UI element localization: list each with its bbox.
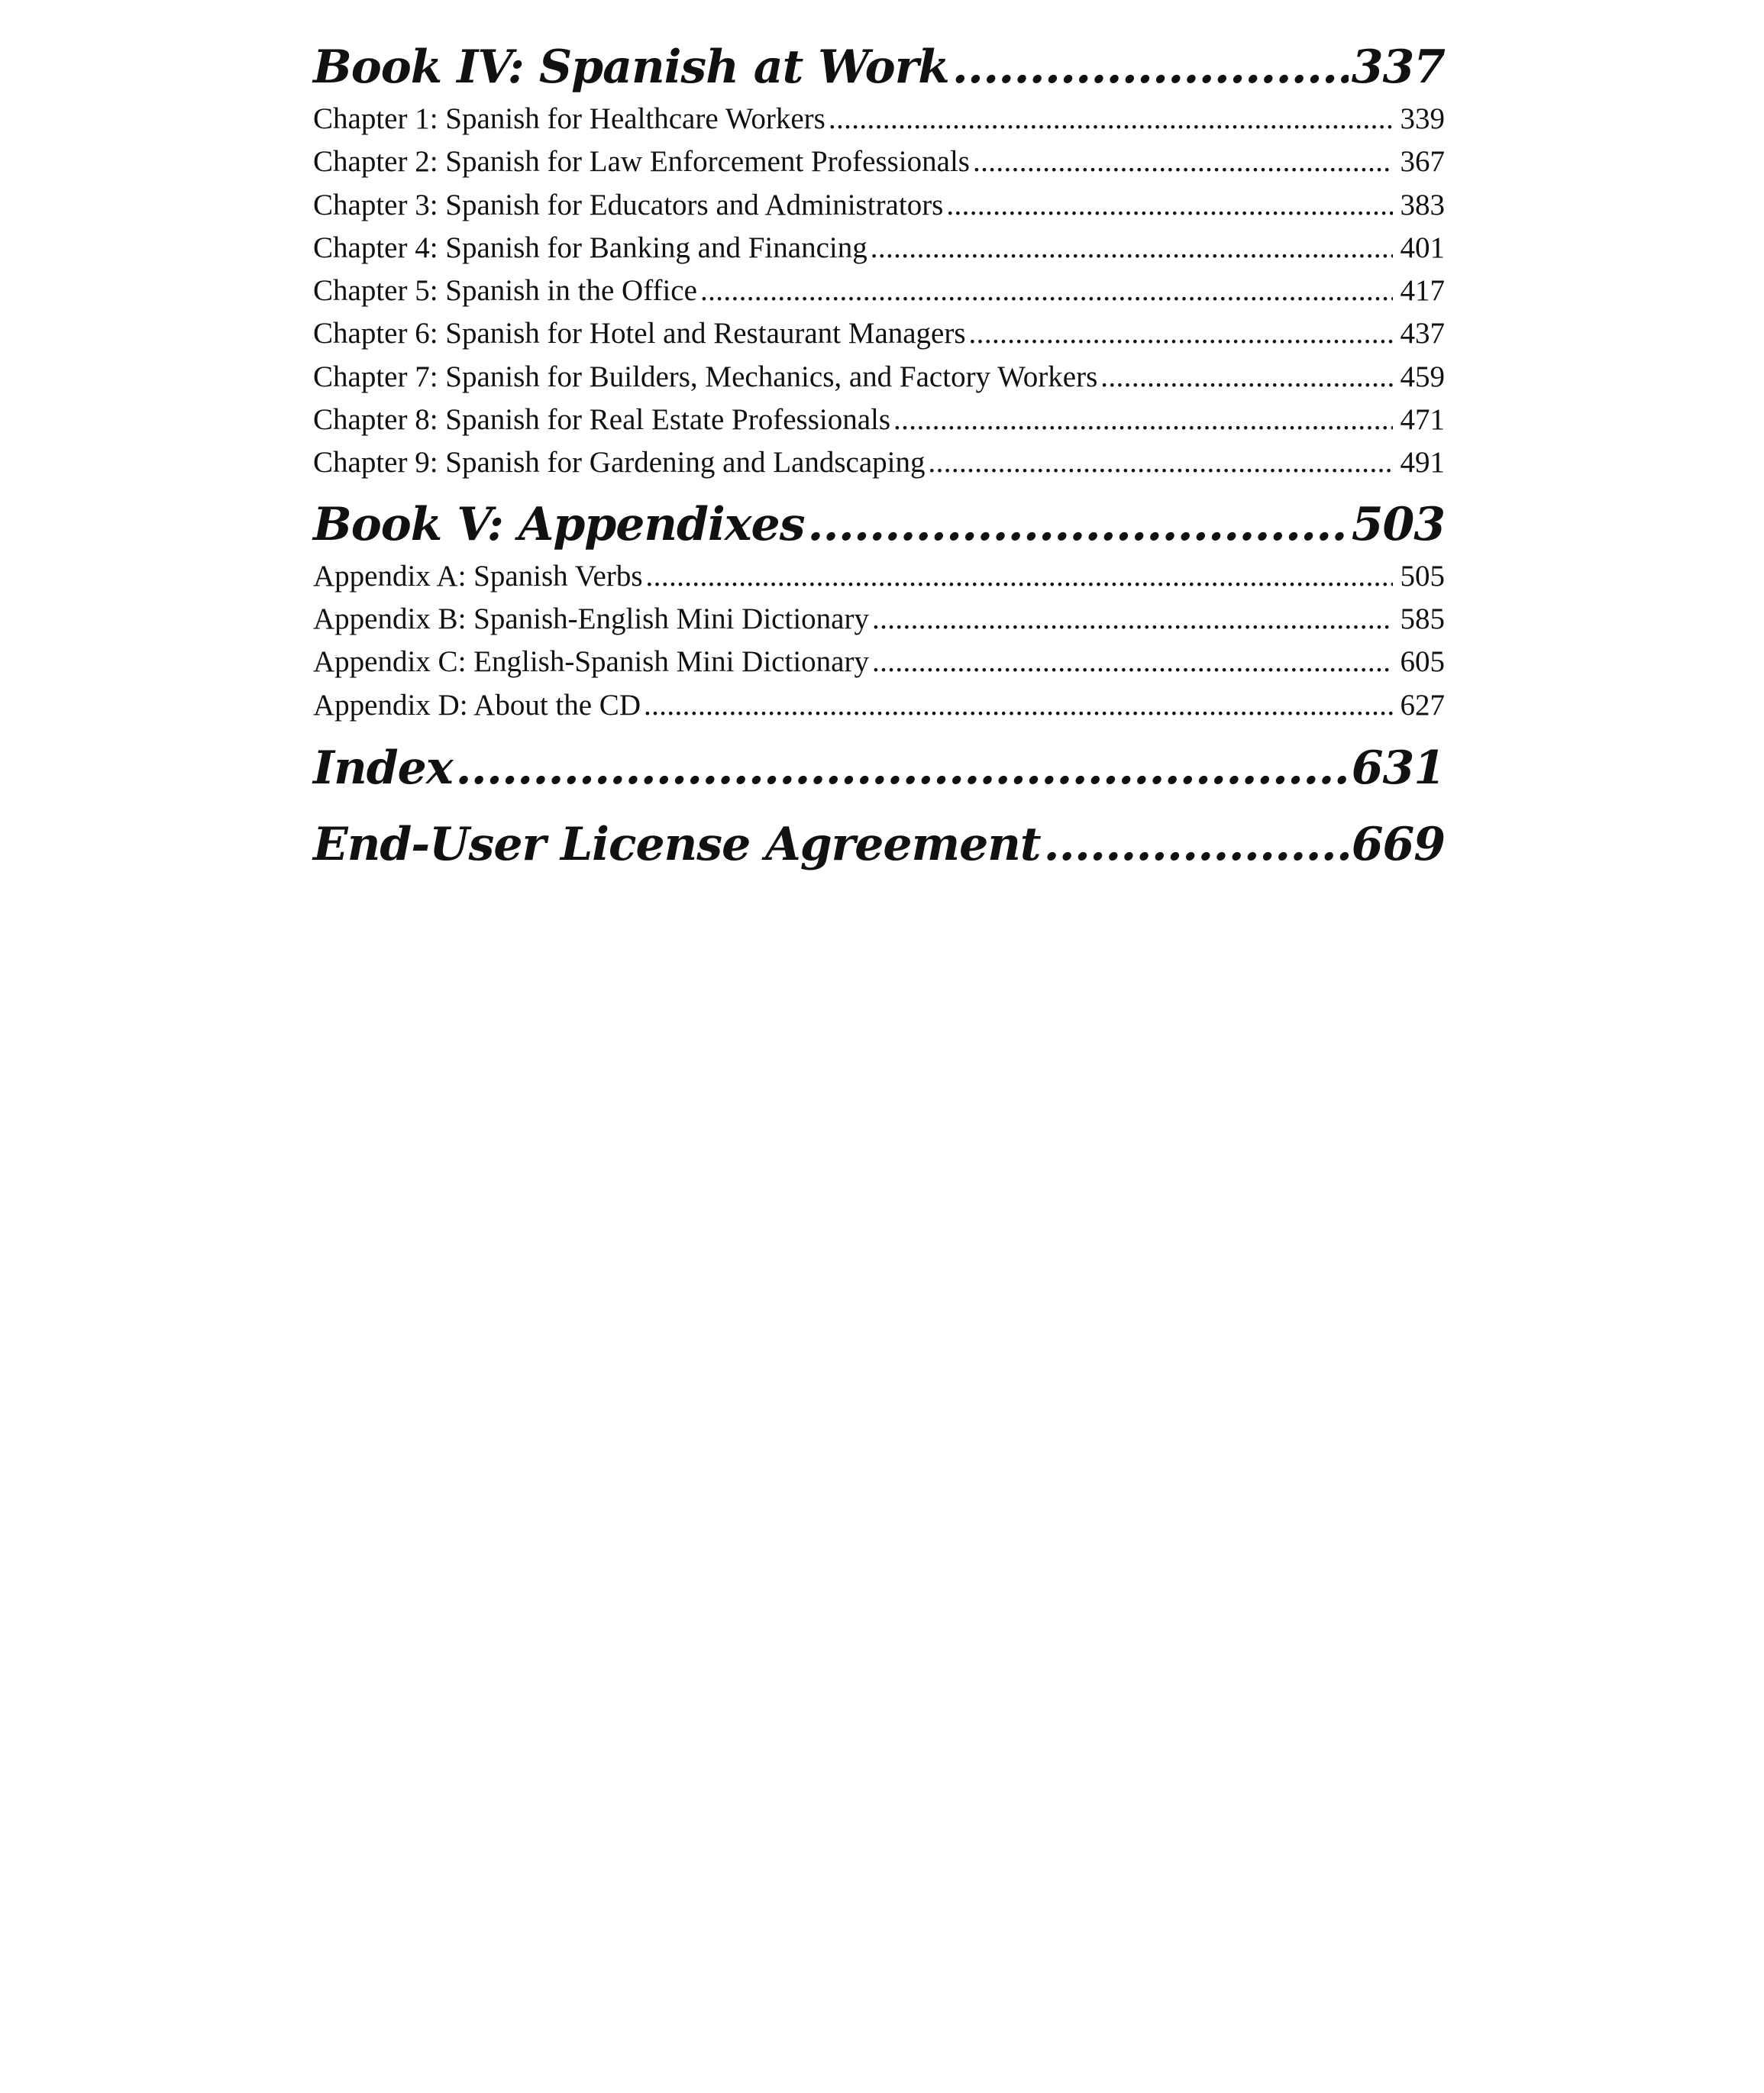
toc-entry-chapter-7[interactable]	[313, 356, 1445, 399]
toc-entry-chapter-8[interactable]	[313, 399, 1445, 441]
toc-index-page: 631	[1351, 741, 1445, 795]
toc-book-v-page: 503	[1351, 497, 1445, 551]
toc-entry-page: 627	[1400, 688, 1445, 722]
toc-entry-appendix-a[interactable]	[313, 555, 1445, 598]
table-of-contents	[313, 37, 1445, 875]
dot-leader	[1100, 356, 1393, 399]
dot-leader	[928, 441, 1393, 484]
toc-entry-page: 605	[1400, 645, 1445, 679]
toc-entry-page: 459	[1400, 360, 1445, 393]
toc-entry-label: Chapter 9: Spanish for Gardening and Landscaping	[313, 446, 926, 480]
toc-entry-page: 471	[1400, 403, 1445, 437]
toc-book-iv-title: Book IV: Spanish at Work	[313, 40, 949, 94]
toc-entry-chapter-4[interactable]	[313, 227, 1445, 270]
toc-entry-page: 505	[1400, 559, 1445, 593]
toc-entry-chapter-3[interactable]	[313, 184, 1445, 227]
dot-leader	[829, 98, 1393, 141]
toc-entry-label: Chapter 4: Spanish for Banking and Financing	[313, 231, 867, 264]
toc-entry-page: 491	[1400, 446, 1445, 480]
toc-entry-page: 339	[1400, 102, 1445, 135]
toc-entry-page: 417	[1400, 274, 1445, 308]
dot-leader	[700, 270, 1393, 312]
toc-entry-label: Appendix A: Spanish Verbs	[313, 559, 643, 593]
dot-leader	[1044, 814, 1349, 875]
toc-entry-appendix-c[interactable]	[313, 641, 1445, 683]
toc-entry-label: Appendix B: Spanish-English Mini Dictionary	[313, 602, 869, 635]
toc-book-iv-page: 337	[1351, 40, 1445, 94]
toc-entry-chapter-6[interactable]	[313, 312, 1445, 355]
toc-entry-appendix-d[interactable]	[313, 684, 1445, 727]
dot-leader	[946, 184, 1393, 227]
toc-entry-label: Chapter 3: Spanish for Educators and Administrators	[313, 188, 944, 221]
toc-entry-label: Chapter 2: Spanish for Law Enforcement Professionals	[313, 145, 970, 179]
toc-eula-heading[interactable]	[313, 814, 1445, 875]
toc-entry-page: 437	[1400, 317, 1445, 350]
toc-eula-page: 669	[1351, 817, 1445, 871]
toc-entry-label: Chapter 8: Spanish for Real Estate Professionals	[313, 403, 891, 437]
toc-index-title: Index	[313, 741, 453, 795]
toc-entry-chapter-2[interactable]	[313, 141, 1445, 183]
dot-leader	[872, 641, 1393, 683]
dot-leader	[808, 494, 1349, 555]
dot-leader	[646, 555, 1393, 598]
toc-entry-page: 383	[1400, 188, 1445, 221]
toc-entry-chapter-1[interactable]	[313, 98, 1445, 141]
toc-entry-page: 367	[1400, 145, 1445, 179]
toc-entry-label: Chapter 7: Spanish for Builders, Mechanics, and Factory Workers	[313, 360, 1098, 393]
dot-leader	[871, 227, 1393, 270]
dot-leader	[973, 141, 1393, 183]
toc-book-v-title: Book V: Appendixes	[313, 497, 805, 551]
toc-index-heading[interactable]	[313, 738, 1445, 799]
dot-leader	[952, 37, 1349, 98]
dot-leader	[456, 738, 1349, 799]
toc-entry-label: Chapter 6: Spanish for Hotel and Restaurant Managers	[313, 317, 966, 350]
toc-entry-page: 401	[1400, 231, 1445, 264]
dot-leader	[893, 399, 1393, 441]
toc-entry-label: Chapter 5: Spanish in the Office	[313, 274, 697, 308]
toc-entry-label: Appendix D: About the CD	[313, 688, 641, 722]
toc-entry-label: Chapter 1: Spanish for Healthcare Workers	[313, 102, 825, 135]
toc-book-iv-heading[interactable]	[313, 37, 1445, 98]
toc-book-v-heading[interactable]	[313, 494, 1445, 555]
toc-entry-appendix-b[interactable]	[313, 598, 1445, 641]
dot-leader	[872, 598, 1393, 641]
toc-entry-chapter-5[interactable]	[313, 270, 1445, 312]
dot-leader	[644, 684, 1393, 727]
dot-leader	[969, 312, 1393, 355]
toc-entry-label: Appendix C: English-Spanish Mini Dictionary	[313, 645, 869, 679]
toc-eula-title: End-User License Agreement	[313, 817, 1041, 871]
toc-entry-chapter-9[interactable]	[313, 441, 1445, 484]
toc-entry-page: 585	[1400, 602, 1445, 635]
